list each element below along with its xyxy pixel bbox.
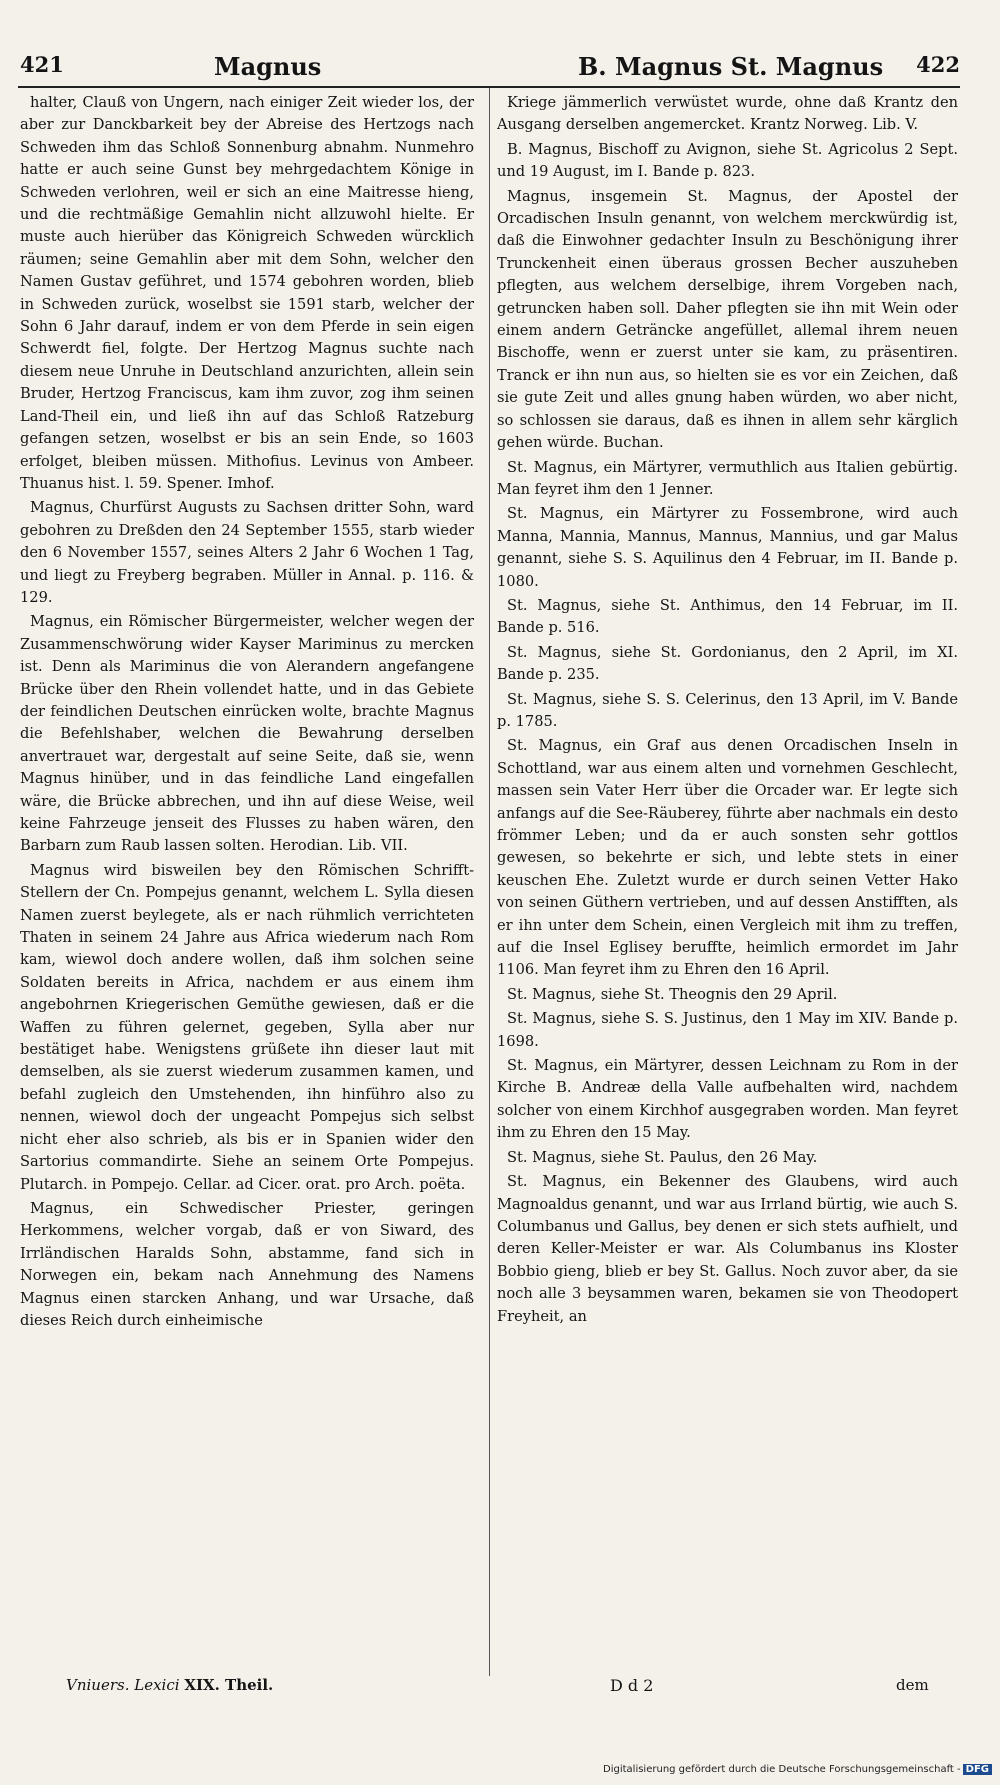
right-column bbox=[497, 92, 958, 1682]
entry-paragraph: Magnus, ein Schwedischer Priester, geringen Herkommens, welcher vorgab, daß er von Siward, des Irrländischen Haralds Sohn, abstamme, fand sich in Norwegen ein, bekam nach Annehmung des Namens Magnus einen starcken Anhang, und war Ursache, daß dieses Reich durch einheimische bbox=[20, 1199, 474, 1329]
entry-paragraph: St. Magnus, ein Graf aus denen Orcadischen Inseln in Schottland, war aus einem alten und vornehmen Geschlecht, massen sein Vater Herr über die Orcader war. Er legte sich anfangs auf die See-Räuberey, führte aber nachmals ein desto frömmer Leben; und da er auch sonsten sehr gottlos gewesen, so bekehrte er sich, und lebte stets in einer keuschen Ehe. Zuletzt wurde er durch seinen Vetter Hako von seinen Güthern vertrieben, und auf dessen Anstifften, als er ihn unter dem Schein, einen Vergleich mit ihm zu treffen, auf die Insel Eglisey beruffte, heimlich ermordet im Jahr 1106. Man feyret ihm zu Ehren den 16 April. bbox=[497, 737, 958, 979]
column-divider bbox=[489, 88, 490, 1676]
entry-paragraph: Magnus, insgemein St. Magnus, der Apostel der Orcadischen Insuln genannt, von welchem merckwürdig ist, daß die Einwohner gedachter Insuln zu Beschönigung ihrer Trunckenheit einen überaus grossen Becher auszuheben pflegten, aus welchem derselbige, ihrem Vorgeben nach, getruncken haben soll. Daher pflegten sie ihn mit Wein oder einem andern Geträncke angefüllet, allemal ihrem neuen Bischoffe, wenn er zuerst unter sie kam, zu präsentiren. Tranck er ihn nun aus, so hielten sie es vor ein Zeichen, daß sie gute Zeit und alles gnung haben würden, wo aber nicht, so schlossen sie daraus, daß es ihnen in allem sehr kärglich gehen würde. Buchan. bbox=[497, 187, 958, 452]
entry-paragraph: St. Magnus, siehe S. S. Justinus, den 1 May im XIV. Bande p. 1698. bbox=[497, 1010, 958, 1050]
left-column bbox=[20, 92, 474, 1682]
entry-paragraph: Magnus wird bisweilen bey den Römischen Schrifft-Stellern der Cn. Pompejus genannt, welchem L. Sylla diesen Namen zuerst beylegete, als er nach rühmlich verrichteten Thaten in seinem 24 Jahre aus Africa wiederum nach Rom kam, wiewol doch andere wollen, daß ihm solchen seine Soldaten bereits in Africa, nachdem er aus einem ihm angebohrnen Kriegerischen Gemüthe gewiesen, daß er die Waffen zu führen gelernet, gegeben, Sylla aber nur bestätiget habe. Wenigstens grüßete ihn dieser laut mit demselben, als sie zuerst wiederum zusammen kamen, und befahl zugleich den Umstehenden, ihn hinführo also zu nennen, wiewol doch der ungeacht Pompejus sich selbst nicht eher also schrieb, als bis er in Spanien wider den Sartorius commandirte. Siehe an seinem Orte Pompejus. Plutarch. in Pompejo. Cellar. ad Cicer. orat. pro Arch. poëta. bbox=[20, 861, 474, 1193]
entry-paragraph: St. Magnus, ein Märtyrer, vermuthlich aus Italien gebürtig. Man feyret ihm den 1 Jenner. bbox=[497, 458, 958, 498]
entry-paragraph: St. Magnus, ein Märtyrer, dessen Leichnam zu Rom in der Kirche B. Andreæ della Valle aufbehalten wird, nachdem solcher von einem Kirchhof ausgegraben worden. Man feyret ihm zu Ehren den 15 May. bbox=[497, 1057, 958, 1142]
left-running-title: Magnus bbox=[214, 52, 322, 81]
dfg-logo: DFG bbox=[963, 1764, 992, 1775]
running-header bbox=[18, 52, 960, 86]
entry-paragraph: St. Magnus, siehe St. Paulus, den 26 May. bbox=[507, 1148, 818, 1166]
entry-paragraph: Kriege jämmerlich verwüstet wurde, ohne daß Krantz den Ausgang derselben angemercket. Krantz Norweg. Lib. V. bbox=[497, 94, 958, 134]
digitization-credit bbox=[603, 1764, 992, 1775]
right-page-number: 422 bbox=[916, 52, 960, 77]
catchword: dem bbox=[896, 1676, 929, 1694]
entry-paragraph: B. Magnus, Bischoff zu Avignon, siehe St. Agricolus 2 Sept. und 19 August, im I. Bande p. 823. bbox=[497, 140, 958, 181]
left-page-number: 421 bbox=[20, 52, 64, 77]
entry-paragraph: St. Magnus, siehe S. S. Celerinus, den 13 April, im V. Bande p. 1785. bbox=[497, 690, 958, 730]
entry-paragraph: St. Magnus, ein Bekenner des Glaubens, wird auch Magnoaldus genannt, und war aus Irrland bürtig, wie auch S. Columbanus und Gallus, bey denen er sich stets aufhielt, und deren Keller-Meister er war. Als Columbanus ins Kloster Bobbio gieng, blieb er bey St. Gallus. Noch zuvor aber, da sie noch alle 3 beysammen waren, bekamen sie von Theodopert Freyheit, an bbox=[497, 1173, 958, 1325]
entry-paragraph: halter, Clauß von Ungern, nach einiger Zeit wieder los, der aber zur Danckbarkeit bey der Abreise des Hertzogs nach Schweden ihm das Schloß Sonnenburg abnahm. Nunmehro hatte er auch seine Gunst bey mehrgedachtem Könige in Schweden verlohren, weil er sich an eine Maitresse hieng, und die rechtmäßige Gemahlin nicht allzuwohl hielte. Er muste auch hierüber das Königreich Schweden würcklich räumen; seine Gemahlin aber mit dem Sohn, welcher den Namen Gustav geführet, und 1574 gebohren worden, blieb in Schweden zurück, woselbst sie 1591 starb, welcher der Sohn 6 Jahr darauf, indem er von dem Pferde in sein eigen Schwerdt fiel, folgte. Der Hertzog Magnus suchte nach diesem neue Unruhe in Deutschland anzurichten, allein sein Bruder, Hertzog Franciscus, kam ihm zuvor, zog ihm seinen Land-Theil ein, und ließ ihn auf das Schloß Ratzeburg gefangen setzen, woselbst er bis an sein Ende, so 1603 erfolget, bleiben müssen. Mithofius. Levinus von Ambeer. Thuanus hist. l. 59. Spener. Imhof. bbox=[20, 94, 474, 492]
right-running-title: B. Magnus St. Magnus bbox=[578, 52, 884, 81]
entry-paragraph: St. Magnus, siehe St. Gordonianus, den 2 April, im XI. Bande p. 235. bbox=[497, 643, 958, 684]
entry-paragraph: St. Magnus, siehe St. Anthimus, den 14 Februar, im II. Bande p. 516. bbox=[497, 596, 958, 637]
footer-signature bbox=[66, 1676, 273, 1694]
signature-italic: Vniuers. Lexici bbox=[66, 1676, 180, 1694]
signature-volume: XIX. Theil. bbox=[184, 1676, 274, 1694]
entry-paragraph: St. Magnus, ein Märtyrer zu Fossembrone, wird auch Manna, Mannia, Mannus, Mannus, Mannius, und gar Malus genannt, siehe S. S. Aquilinus den 4 Februar, im II. Bande p. 1080. bbox=[497, 505, 958, 590]
signature-mark: D d 2 bbox=[610, 1676, 654, 1695]
entry-paragraph: Magnus, Churfürst Augusts zu Sachsen dritter Sohn, ward gebohren zu Dreßden den 24 September 1555, starb wieder den 6 November 1557, seines Alters 2 Jahr 6 Wochen 1 Tag, und liegt zu Freyberg begraben. Müller in Annal. p. 116. & 129. bbox=[20, 499, 474, 606]
credit-text: Digitalisierung gefördert durch die Deutsche Forschungsgemeinschaft - bbox=[603, 1764, 961, 1775]
entry-paragraph: Magnus, ein Römischer Bürgermeister, welcher wegen der Zusammenschwörung wider Kayser Mariminus zu mercken ist. Denn als Mariminus die von Alerandern angefangene Brücke über den Rhein vollendet hatte, und in das Gebiete der feindlichen Deutschen einrücken wolte, brachte Magnus die Befehlshaber, welchen die Bewahrung derselben anvertrauet war, dergestalt auf seine Seite, daß sie, wenn Magnus hinüber, und in das feindliche Land eingefallen wäre, die Brücke abbrechen, und ihn auf diese Weise, weil keine Fahrzeuge jenseit des Flusses zu haben wären, den Barbarn zum Raub lassen solten. Herodian. Lib. VII. bbox=[20, 613, 474, 855]
entry-paragraph: St. Magnus, siehe St. Theognis den 29 April. bbox=[507, 985, 838, 1003]
